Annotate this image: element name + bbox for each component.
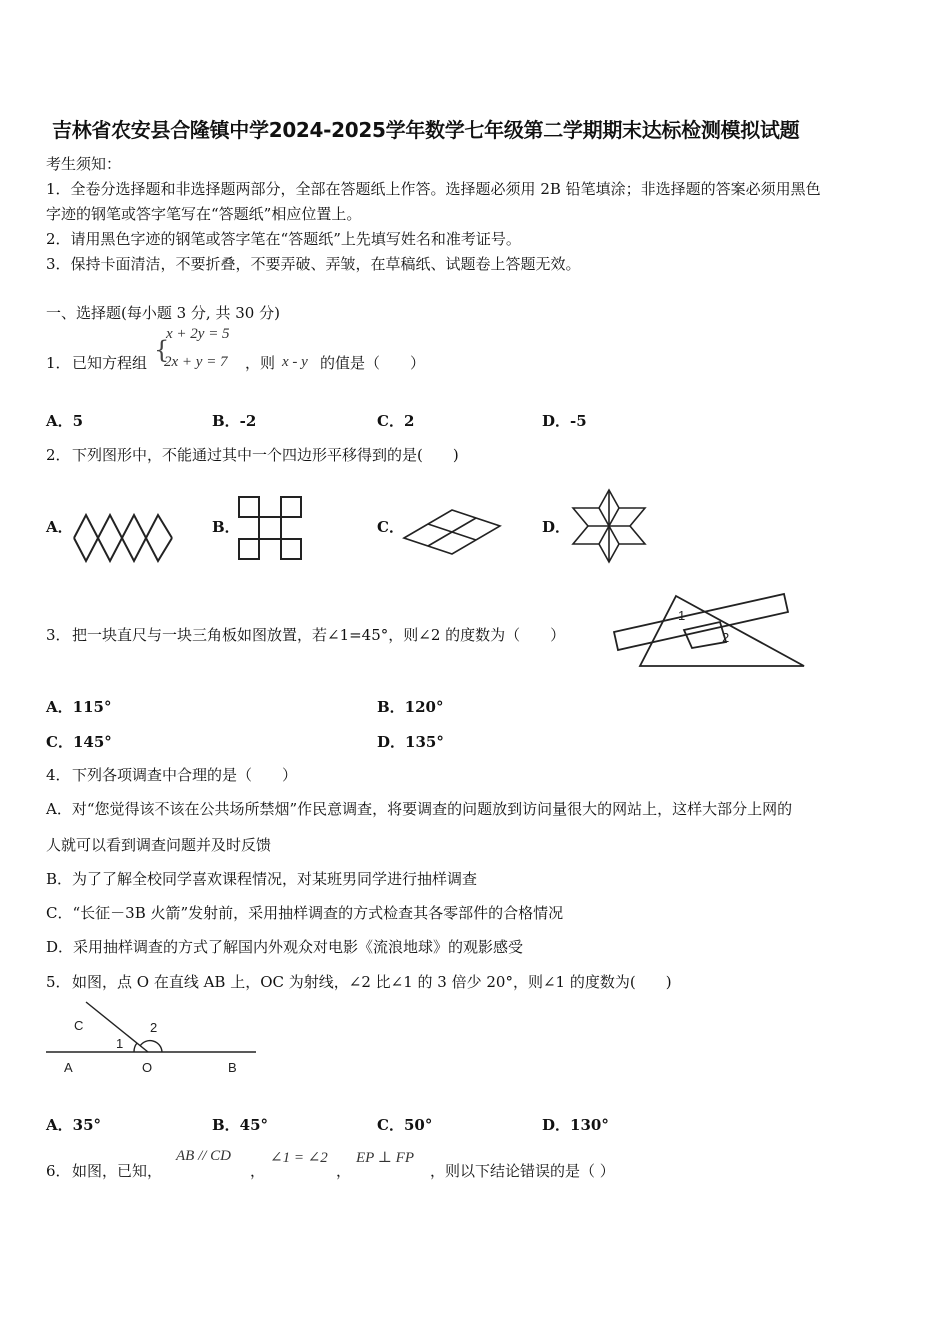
q2-figure-b-squares [238,496,304,562]
q5-fig-label-o: O [142,1060,153,1075]
q3-figure-ruler-triangle [612,592,808,672]
q6-expr-angles: ∠1 = ∠2 [270,1150,328,1166]
q5-fig-label-a: A [64,1060,73,1075]
q1-option-a: A．5 [46,412,84,430]
q5-fig-label-2: 2 [150,1020,158,1035]
q2-figure-d-star [570,488,648,564]
q5-option-c: C．50° [377,1116,433,1134]
q1-text-c: 的值是（ ） [320,354,426,372]
q2-label-a: A． [46,518,73,536]
q5-option-a: A．35° [46,1116,102,1134]
q6-expr-parallel: AB // CD [176,1148,231,1164]
q6-text-a: 如图，已知， [72,1162,163,1180]
q1-brace: { [154,336,170,364]
q1-number: 1． [46,354,71,372]
notice-line-3: 3．保持卡面清洁，不要折叠，不要弄破、弄皱，在草稿纸、试题卷上答题无效。 [46,255,581,273]
q1-option-b: B．-2 [212,412,257,430]
notice-heading: 考生须知： [46,155,122,173]
q1-text-b: ，则 [245,354,276,372]
q2-label-d: D． [542,518,571,536]
q2-label-c: C． [377,518,404,536]
q6-text-b: ，则以下结论错误的是（ ） [430,1162,615,1180]
q2-figure-a-diamonds [74,515,174,561]
q5-fig-label-b: B [228,1060,237,1075]
q3-fig-label-2: 2 [722,630,730,645]
notice-line-1b: 字迹的钢笔或答字笔写在“答题纸”相应位置上。 [46,205,362,223]
q2-label-b: B． [212,518,240,536]
q5-fig-label-1: 1 [116,1036,124,1051]
q1-option-c: C．2 [377,412,415,430]
q1-eq2: 2x + y = 7 [164,354,228,370]
notice-line-1: 1．全卷分选择题和非选择题两部分，全部在答题纸上作答。选择题必须用 2B 铅笔填涂；非选择题的答案必须用黑色 [46,180,821,198]
page-title: 吉林省农安县合隆镇中学2024-2025学年数学七年级第二学期期末达标检测模拟试题 [52,118,800,142]
q5-option-b: B．45° [212,1116,269,1134]
q4-option-a-cont: 人就可以看到调查问题并及时反馈 [46,836,272,854]
q1-expr: x - y [282,354,308,370]
q6-sep-1: ， [250,1162,266,1180]
q4-option-b: B．为了了解全校同学喜欢课程情况，对某班男同学进行抽样调查 [46,870,478,888]
q4-option-c: C．“长征－3B 火箭”发射前，采用抽样调查的方式检查其各零部件的合格情况 [46,904,564,922]
q3-option-a: A．115° [46,698,112,716]
q2-number: 2． [46,446,71,464]
q6-number: 6． [46,1162,71,1180]
q3-option-c: C．145° [46,733,112,751]
q1-option-d: D．-5 [542,412,587,430]
section-heading: 一、选择题(每小题 3 分, 共 30 分) [46,304,280,322]
q4-option-d: D．采用抽样调查的方式了解国内外观众对电影《流浪地球》的观影感受 [46,938,524,956]
q3-option-b: B．120° [377,698,444,716]
q6-sep-2: ， [336,1162,352,1180]
q6-expr-perp: EP ⊥ FP [356,1150,414,1166]
q5-fig-label-c: C [74,1018,84,1033]
q3-option-d: D．135° [377,733,444,751]
q4-number: 4． [46,766,71,784]
notice-line-2: 2．请用黑色字迹的钢笔或答字笔在“答题纸”上先填写姓名和准考证号。 [46,230,521,248]
q3-number: 3． [46,626,71,644]
q1-eq1: x + 2y = 5 [166,326,230,342]
q4-option-a: A．对“您觉得该不该在公共场所禁烟”作民意调查，将要调查的问题放到访问量很大的网站上，这样大部分上网的 [46,800,793,818]
q5-figure-angle [46,1000,258,1080]
q5-text: 如图，点 O 在直线 AB 上，OC 为射线，∠2 比∠1 的 3 倍少 20°，则∠1 的度数为( ) [72,973,672,991]
q2-figure-c-rhombus-grid [404,508,502,556]
q1-text-a: 已知方程组 [72,354,148,372]
q2-text: 下列图形中，不能通过其中一个四边形平移得到的是( ) [72,446,459,464]
q3-text: 把一块直尺与一块三角板如图放置，若∠1=45°，则∠2 的度数为（ ） [72,626,566,644]
q5-option-d: D．130° [542,1116,609,1134]
q4-text: 下列各项调查中合理的是（ ） [72,766,298,784]
q5-number: 5． [46,973,71,991]
q3-fig-label-1: 1 [678,608,686,623]
